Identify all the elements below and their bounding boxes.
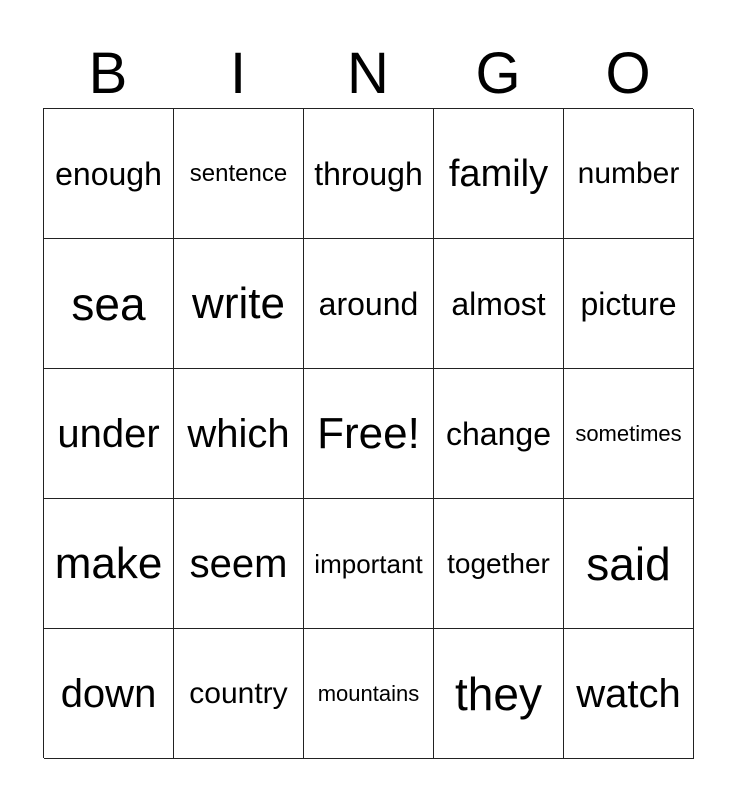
bingo-cell[interactable]	[434, 109, 564, 239]
bingo-cell[interactable]	[564, 109, 694, 239]
bingo-cell[interactable]	[434, 369, 564, 499]
bingo-cell[interactable]	[304, 499, 434, 629]
cell-word: around	[318, 285, 419, 322]
header-letter-o: O	[605, 41, 651, 106]
header-letter-b: B	[88, 41, 128, 106]
header-letter-i: I	[229, 41, 247, 106]
cell-word: country	[189, 676, 288, 710]
cell-word: enough	[55, 155, 162, 192]
bingo-cell[interactable]	[304, 109, 434, 239]
bingo-cell[interactable]	[304, 239, 434, 369]
bingo-cell[interactable]	[174, 499, 304, 629]
cell-word: write	[192, 278, 285, 328]
cell-word: which	[187, 411, 290, 456]
bingo-cell[interactable]	[174, 629, 304, 759]
bingo-cell[interactable]	[564, 499, 694, 629]
cell-word: family	[448, 152, 549, 195]
header-letter-g: G	[475, 41, 521, 106]
header-letter-n: N	[347, 41, 389, 106]
cell-word: down	[60, 671, 157, 716]
bingo-cell[interactable]	[434, 239, 564, 369]
bingo-cell[interactable]	[564, 629, 694, 759]
cell-word: together	[447, 547, 550, 579]
cell-word: important	[314, 548, 423, 579]
cell-word: mountains	[317, 680, 420, 706]
bingo-cell[interactable]	[44, 499, 174, 629]
cell-word: change	[446, 415, 551, 452]
cell-word: they	[455, 667, 542, 720]
cell-word: through	[314, 155, 423, 192]
bingo-cell[interactable]	[174, 239, 304, 369]
cell-word: sentence	[189, 159, 288, 187]
bingo-cell[interactable]	[44, 629, 174, 759]
bingo-cell[interactable]	[44, 369, 174, 499]
free-space-cell[interactable]	[304, 369, 434, 499]
cell-word: said	[586, 537, 671, 590]
bingo-cell[interactable]	[174, 369, 304, 499]
bingo-cell[interactable]	[564, 369, 694, 499]
cell-word: make	[54, 538, 163, 588]
cell-word: under	[57, 411, 160, 456]
bingo-cell[interactable]	[174, 109, 304, 239]
bingo-cell[interactable]	[434, 629, 564, 759]
cell-word: sometimes	[575, 420, 682, 446]
bingo-cell[interactable]	[434, 499, 564, 629]
cell-word: picture	[580, 285, 677, 322]
bingo-cell[interactable]	[304, 629, 434, 759]
cell-word: watch	[576, 671, 681, 716]
bingo-board	[43, 108, 693, 758]
bingo-cell[interactable]	[564, 239, 694, 369]
bingo-header	[43, 40, 693, 108]
cell-word: almost	[451, 285, 546, 322]
cell-word: seem	[189, 541, 288, 586]
bingo-cell[interactable]	[44, 239, 174, 369]
bingo-cell[interactable]	[44, 109, 174, 239]
free-space-label: Free!	[317, 408, 420, 458]
cell-word: sea	[71, 277, 146, 330]
cell-word: number	[577, 156, 680, 190]
